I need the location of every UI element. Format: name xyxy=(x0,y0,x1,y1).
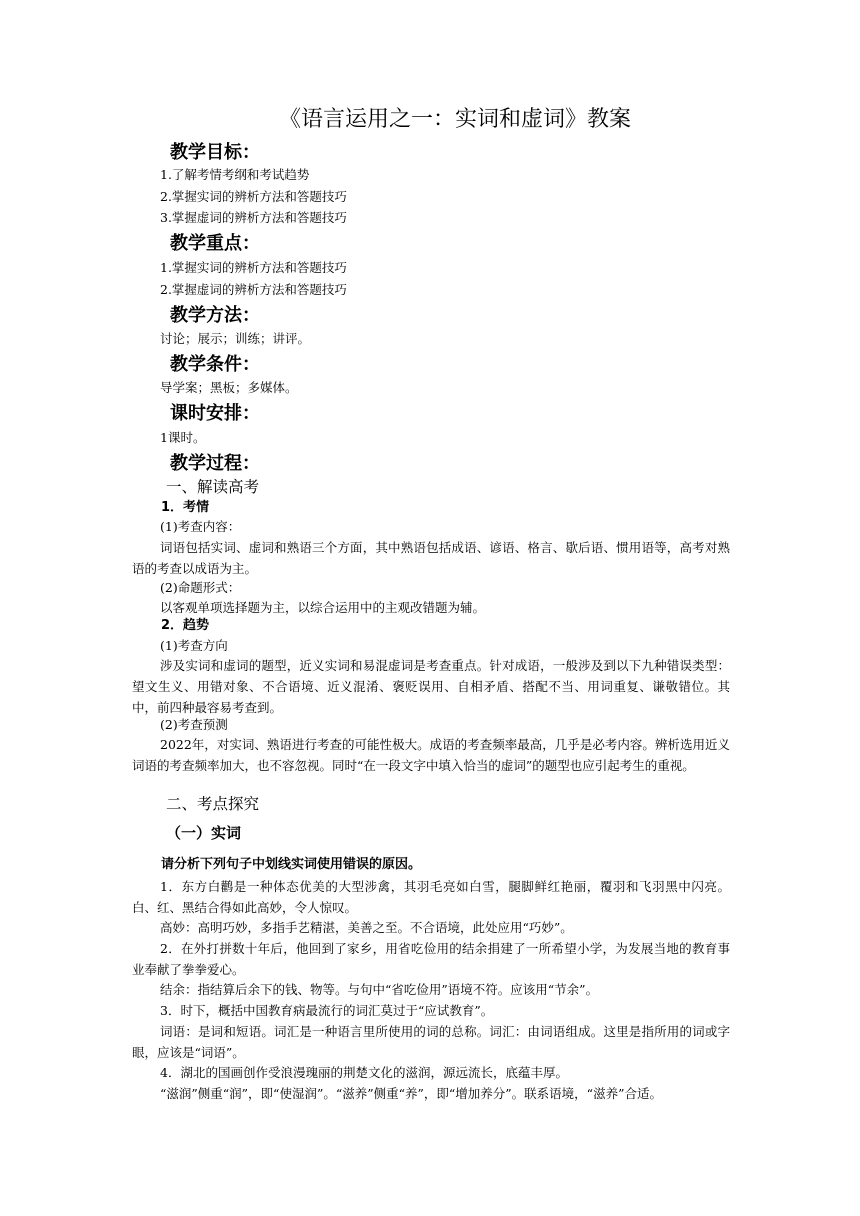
document-title: 《语言运用之一：实词和虚词》教案 xyxy=(278,107,631,132)
key-point-item: 2.掌握虚词的辨析方法和答题技巧 xyxy=(160,282,347,297)
conditions-heading: 教学条件： xyxy=(170,354,260,375)
methods-text: 讨论；展示；训练；讲评。 xyxy=(160,331,311,346)
k1-text: 词语包括实词、虚词和熟语三个方面，其中熟语包括成语、谚语、格言、歇后语、惯用语等，高考对熟语的考查以成语为主。 xyxy=(132,540,730,576)
example-question: 2．在外打拼数十年后，他回到了家乡，用省吃俭用的结余捐建了一所希望小学，为发展当地的教育事业奉献了拳拳爱心。 xyxy=(132,941,730,977)
q2-label: (2)考查预测 xyxy=(160,717,228,732)
example-question: 1．东方白鹳是一种体态优美的大型涉禽，其羽毛亮如白雪，腿脚鲜红艳丽，覆羽和飞羽黑中闪亮。白、红、黑结合得如此高妙，令人惊叹。 xyxy=(132,879,730,915)
shici-heading: （一）实词 xyxy=(166,824,242,842)
q2-text: 2022年，对实词、熟语进行考查的可能性极大。成语的考查频率最高，几乎是必考内容。辨析选用近义词语的考查频率加大，也不容忽视。同时“在一段文字中填入恰当的虚词”的题型也应引起考生的重视。 xyxy=(132,737,730,773)
example-answer: 结余：指结算后余下的钱、物等。与句中“省吃俭用”语境不符。应该用“节余”。 xyxy=(160,982,599,997)
example-question: 4．湖北的国画创作受浪漫瑰丽的荆楚文化的滋润，源远流长，底蕴丰厚。 xyxy=(160,1065,568,1080)
objectives-heading: 教学目标： xyxy=(170,142,260,163)
example-question: 3．时下，概括中国教育病最流行的词汇莫过于“应试教育”。 xyxy=(160,1003,494,1018)
qushi-heading: 2．趋势 xyxy=(161,618,210,633)
conditions-text: 导学案；黑板；多媒体。 xyxy=(160,380,298,395)
q1-label: (1)考查方向 xyxy=(160,638,228,653)
k2-text: 以客观单项选择题为主，以综合运用中的主观改错题为辅。 xyxy=(160,600,486,615)
part2-heading: 二、考点探究 xyxy=(166,795,260,813)
part1-heading: 一、解读高考 xyxy=(166,478,260,496)
schedule-heading: 课时安排： xyxy=(170,403,260,424)
example-answer: 词语：是词和短语。词汇是一种语言里所使用的词的总称。词汇：由词语组成。这里是指所用的词或字眼，应该是“词语”。 xyxy=(132,1024,730,1060)
example-answer: “滋润”侧重“润”，即“使湿润”。“滋养”侧重“养”，即“增加养分”。联系语境，“滋养”合适。 xyxy=(160,1086,662,1101)
schedule-text: 1课时。 xyxy=(160,430,206,445)
methods-heading: 教学方法： xyxy=(170,305,260,326)
key-points-heading: 教学重点： xyxy=(170,233,260,254)
key-point-item: 1.掌握实词的辨析方法和答题技巧 xyxy=(160,260,347,275)
example-answer: 高妙：高明巧妙，多指手艺精湛，美善之至。不合语境，此处应用“巧妙”。 xyxy=(160,920,573,935)
objective-item: 2.掌握实词的辨析方法和答题技巧 xyxy=(160,189,347,204)
kaoqing-heading: 1．考情 xyxy=(161,500,210,515)
exercise-prompt: 请分析下列句子中划线实词使用错误的原因。 xyxy=(161,857,422,872)
objective-item: 1.了解考情考纲和考试趋势 xyxy=(160,167,310,182)
q1-text: 涉及实词和虚词的题型，近义实词和易混虚词是考查重点。针对成语，一般涉及到以下九种错误类型：望文生义、用错对象、不合语境、近义混淆、褒贬误用、自相矛盾、搭配不当、用词重复、谦敬错位。其中，前四种最容易考查到。 xyxy=(132,658,730,715)
objective-item: 3.掌握虚词的辨析方法和答题技巧 xyxy=(160,210,347,225)
k1-label: (1)考查内容： xyxy=(160,519,241,534)
k2-label: (2)命题形式： xyxy=(160,580,241,595)
process-heading: 教学过程： xyxy=(170,453,260,474)
